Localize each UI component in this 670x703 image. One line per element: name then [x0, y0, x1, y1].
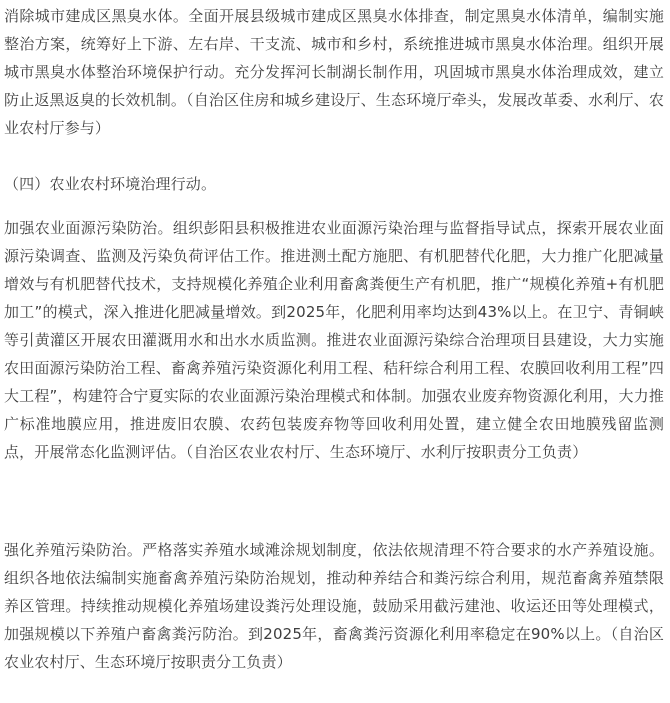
paragraph-agricultural-pollution: 加强农业面源污染防治。组织彭阳县积极推进农业面源污染治理与监督指导试点，探索开展农业面源污染调查、监测及污染负荷评估工作。推进测土配方施肥、有机肥替代化肥，大力推广化肥减量增效与有机肥替代技术，支持规模化养殖企业利用畜禽粪便生产有机肥，推广“规模化养殖+有机肥加工”的模式，深入推进化肥减量增效。到2025年，化肥利用率均达到43%以上。在卫宁、青铜峡等引黄灌区开展农田灌溉用水和出水水质监测。推进农业面源污染综合治理项目县建设，大力实施农田面源污染防治工程、畜禽养殖污染资源化利用工程、秸秆综合利用工程、农膜回收利用工程”四大工程”，构建符合宁夏实际的农业面源污染治理模式和体制。加强农业废弃物资源化利用，大力推广标准地膜应用，推进废旧农膜、农药包装废弃物等回收利用处置，建立健全农田地膜残留监测点，开展常态化监测评估。（自治区农业农村厅、生态环境厅、水利厅按职责分工负责）: [4, 219, 664, 461]
section-heading-agriculture: （四）农业农村环境治理行动。: [4, 175, 217, 193]
paragraph-livestock-pollution: 强化养殖污染防治。严格落实养殖水域滩涂规划制度，依法依规清理不符合要求的水产养殖设施。组织各地依法编制实施畜禽养殖污染防治规划，推动种养结合和粪污综合利用，规范畜禽养殖禁限养区管理。持续推动规模化养殖场建设粪污处理设施，鼓励采用截污建池、收运还田等处理模式，加强规模以下养殖户畜禽粪污防治。到2025年，畜禽粪污资源化利用率稳定在90%以上。（自治区农业农村厅、生态环境厅按职责分工负责）: [4, 541, 664, 671]
paragraph-black-odorous-water: 消除城市建成区黑臭水体。全面开展县级城市建成区黑臭水体排查，制定黑臭水体清单，编制实施整治方案，统筹好上下游、左右岸、干支流、城市和乡村，系统推进城市黑臭水体治理。组织开展城市黑臭水体整治环境保护行动。充分发挥河长制湖长制作用，巩固城市黑臭水体治理成效，建立防止返黑返臭的长效机制。（自治区住房和城乡建设厅、生态环境厅牵头，发展改革委、水利厅、农业农村厅参与）: [4, 7, 664, 137]
